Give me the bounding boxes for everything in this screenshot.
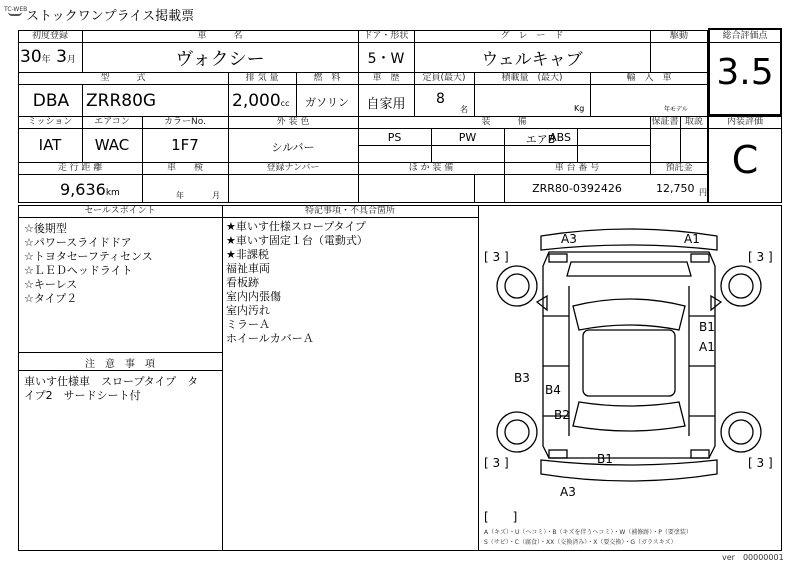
label-warranty: 保証書 bbox=[651, 117, 679, 127]
fuel-value: ガソリン bbox=[305, 96, 349, 109]
sales-points-list bbox=[24, 222, 153, 306]
displacement-unit: cc bbox=[280, 99, 290, 108]
headlight-left bbox=[549, 254, 567, 262]
tire-front-right: [ 3 ] bbox=[748, 250, 773, 264]
tire-rear-right: [ 3 ] bbox=[748, 456, 773, 470]
label-history: 車 歴 bbox=[372, 73, 400, 83]
label-equipment: 装 備 bbox=[481, 117, 527, 127]
capacity-unit: 名 bbox=[460, 105, 468, 114]
page-title: ストックワンプライス掲載票 bbox=[26, 9, 195, 24]
label-aircon: エアコン bbox=[94, 117, 130, 127]
label-fuel: 燃 料 bbox=[313, 73, 341, 83]
grade-value: ウェルキャブ bbox=[481, 50, 583, 70]
insp-month-unit: 月 bbox=[212, 191, 220, 200]
mileage-number: 9,636 bbox=[60, 180, 106, 199]
label-drive: 駆動 bbox=[669, 31, 688, 41]
car-name-value: ヴォクシー bbox=[175, 49, 265, 70]
month-unit: 月 bbox=[66, 55, 76, 65]
tire-front-left: [ 3 ] bbox=[484, 250, 509, 264]
rear-window bbox=[573, 402, 685, 431]
legend-line-1: A（キズ）・U（ヘコミ）・B（キズを伴うヘコミ）・W（補修跡）・P（要塗装） bbox=[484, 529, 692, 536]
interior-score-value: C bbox=[731, 138, 759, 182]
import-model-year: 年モデル bbox=[664, 106, 688, 113]
list-item: ★車いす固定１台（電動式） bbox=[226, 234, 368, 247]
door-shape-value: 5・W bbox=[367, 51, 405, 67]
label-exterior-color: 外 装 色 bbox=[276, 117, 310, 127]
damage-mark-a3-front: A3 bbox=[561, 232, 577, 246]
list-item: 車いす仕様車 スロープタイプ タ bbox=[24, 375, 199, 388]
label-total-score: 総合評価点 bbox=[722, 31, 768, 41]
deposit-value: 12,750 bbox=[656, 182, 695, 195]
exterior-color-value: シルバー bbox=[271, 141, 315, 154]
displacement-value bbox=[232, 91, 289, 111]
mileage-unit: km bbox=[105, 188, 120, 198]
list-item: 看板跡 bbox=[226, 276, 259, 289]
list-item: ☆タイプ２ bbox=[24, 292, 78, 305]
damage-mark-b2: B2 bbox=[554, 408, 570, 422]
label-mission: ミッション bbox=[27, 117, 73, 127]
label-deposit: 預託金 bbox=[665, 163, 693, 173]
list-item: ★非課税 bbox=[226, 248, 269, 261]
damage-mark-a1-front: A1 bbox=[684, 232, 700, 246]
label-mileage: 走 行 距 離 bbox=[57, 163, 103, 173]
label-color-no: カラーNo. bbox=[164, 117, 206, 127]
deposit-unit: 円 bbox=[699, 188, 707, 197]
taillight-left bbox=[549, 450, 567, 458]
label-vin: 車 台 番 号 bbox=[554, 163, 600, 173]
label-capacity: 定員(最大) bbox=[422, 73, 466, 83]
damage-mark-b3: B3 bbox=[514, 371, 530, 385]
label-sales-points: セールスポイント bbox=[84, 206, 156, 216]
special-notes-list bbox=[226, 220, 368, 346]
list-item: ☆トヨタセーフティセンス bbox=[24, 250, 153, 263]
vin-value: ZRR80-0392426 bbox=[532, 182, 622, 195]
capacity-value: 8 bbox=[436, 91, 445, 107]
model-prefix-value: DBA bbox=[32, 91, 70, 111]
version-text: ver 00000001 bbox=[722, 553, 784, 562]
damage-mark-b4: B4 bbox=[545, 383, 561, 397]
damage-mark-b1-right: B1 bbox=[699, 320, 715, 334]
equip-airbag: エアB bbox=[525, 133, 556, 146]
list-item: ミラーＡ bbox=[226, 318, 270, 331]
equip-pw: PW bbox=[458, 131, 477, 144]
label-load: 積載量 (最大) bbox=[501, 73, 563, 83]
list-item: ☆パワースライドドア bbox=[24, 236, 132, 249]
list-item: ★車いす仕様スロープタイプ bbox=[226, 220, 366, 233]
year-value: 30 bbox=[20, 47, 42, 67]
tire-rear-left: [ 3 ] bbox=[484, 456, 509, 470]
year-unit: 年 bbox=[41, 55, 51, 65]
list-item: ホイールカバーＡ bbox=[226, 332, 314, 345]
history-value: 自家用 bbox=[366, 97, 406, 112]
list-item: 室内内張傷 bbox=[226, 290, 281, 303]
insp-year-unit: 年 bbox=[176, 191, 184, 200]
month-value: 3 bbox=[56, 47, 67, 67]
label-car-name: 車 名 bbox=[197, 31, 243, 41]
mission-value: IAT bbox=[38, 136, 62, 154]
displacement-number: 2,000 bbox=[232, 91, 281, 111]
damage-mark-b1-rear: B1 bbox=[597, 452, 613, 466]
list-item: ☆後期型 bbox=[24, 222, 67, 235]
label-grade: グ レ ー ド bbox=[500, 31, 564, 41]
list-item: 室内汚れ bbox=[226, 304, 270, 317]
rear-bumper bbox=[541, 460, 717, 481]
windshield bbox=[573, 299, 685, 330]
logo: TC-WEB bbox=[4, 6, 28, 13]
model-value: ZRR80G bbox=[86, 91, 157, 111]
list-item: 福祉車両 bbox=[226, 262, 270, 275]
right-mirror bbox=[711, 296, 721, 310]
logo-mark-icon bbox=[8, 12, 22, 16]
list-item: ☆キーレス bbox=[24, 278, 78, 291]
headlight-right bbox=[691, 254, 709, 262]
damage-mark-a3-rear: A3 bbox=[560, 485, 576, 499]
label-import: 輸 入 車 bbox=[626, 73, 672, 83]
label-interior-score: 内装評価 bbox=[726, 117, 763, 127]
label-first-reg: 初度登録 bbox=[31, 31, 68, 41]
legend-line-2: S（サビ）・C（腐食）・XX（交換済み）・X（要交換）・G（ガラスキズ） bbox=[484, 539, 677, 546]
load-unit: Kg bbox=[574, 104, 585, 113]
aircon-value: WAC bbox=[94, 136, 130, 154]
label-inspection: 車 検 bbox=[166, 163, 203, 173]
cautions-text bbox=[24, 375, 198, 403]
mileage-value bbox=[60, 180, 120, 199]
label-door-shape: ドア・形状 bbox=[363, 31, 409, 41]
hood bbox=[567, 262, 691, 276]
roof bbox=[583, 330, 675, 396]
label-special-notes: 特記事項・不具合箇所 bbox=[304, 206, 395, 216]
label-plate: 登録ナンバー bbox=[266, 163, 320, 173]
damage-mark-a1-right: A1 bbox=[699, 340, 715, 354]
left-mirror bbox=[537, 296, 547, 310]
label-model: 型 式 bbox=[100, 73, 146, 83]
tires bbox=[497, 266, 761, 452]
list-item: ☆ＬＥＤヘッドライト bbox=[24, 264, 133, 277]
label-cautions: 注 意 事 項 bbox=[85, 359, 155, 370]
label-manual: 取説 bbox=[684, 117, 703, 127]
label-displacement: 排 気 量 bbox=[245, 73, 279, 83]
color-no-value: 1F7 bbox=[171, 136, 199, 154]
list-item: イプ2 サードシート付 bbox=[24, 389, 141, 402]
equip-ps: PS bbox=[387, 131, 402, 144]
label-other-equipment: ほ か 装 備 bbox=[408, 163, 454, 173]
first-reg-value bbox=[20, 47, 76, 67]
total-score-value: 3.5 bbox=[716, 52, 774, 93]
equip-abs: ABS bbox=[549, 131, 571, 144]
spare-tire: [ ] bbox=[484, 510, 518, 524]
taillight-right bbox=[691, 450, 709, 458]
